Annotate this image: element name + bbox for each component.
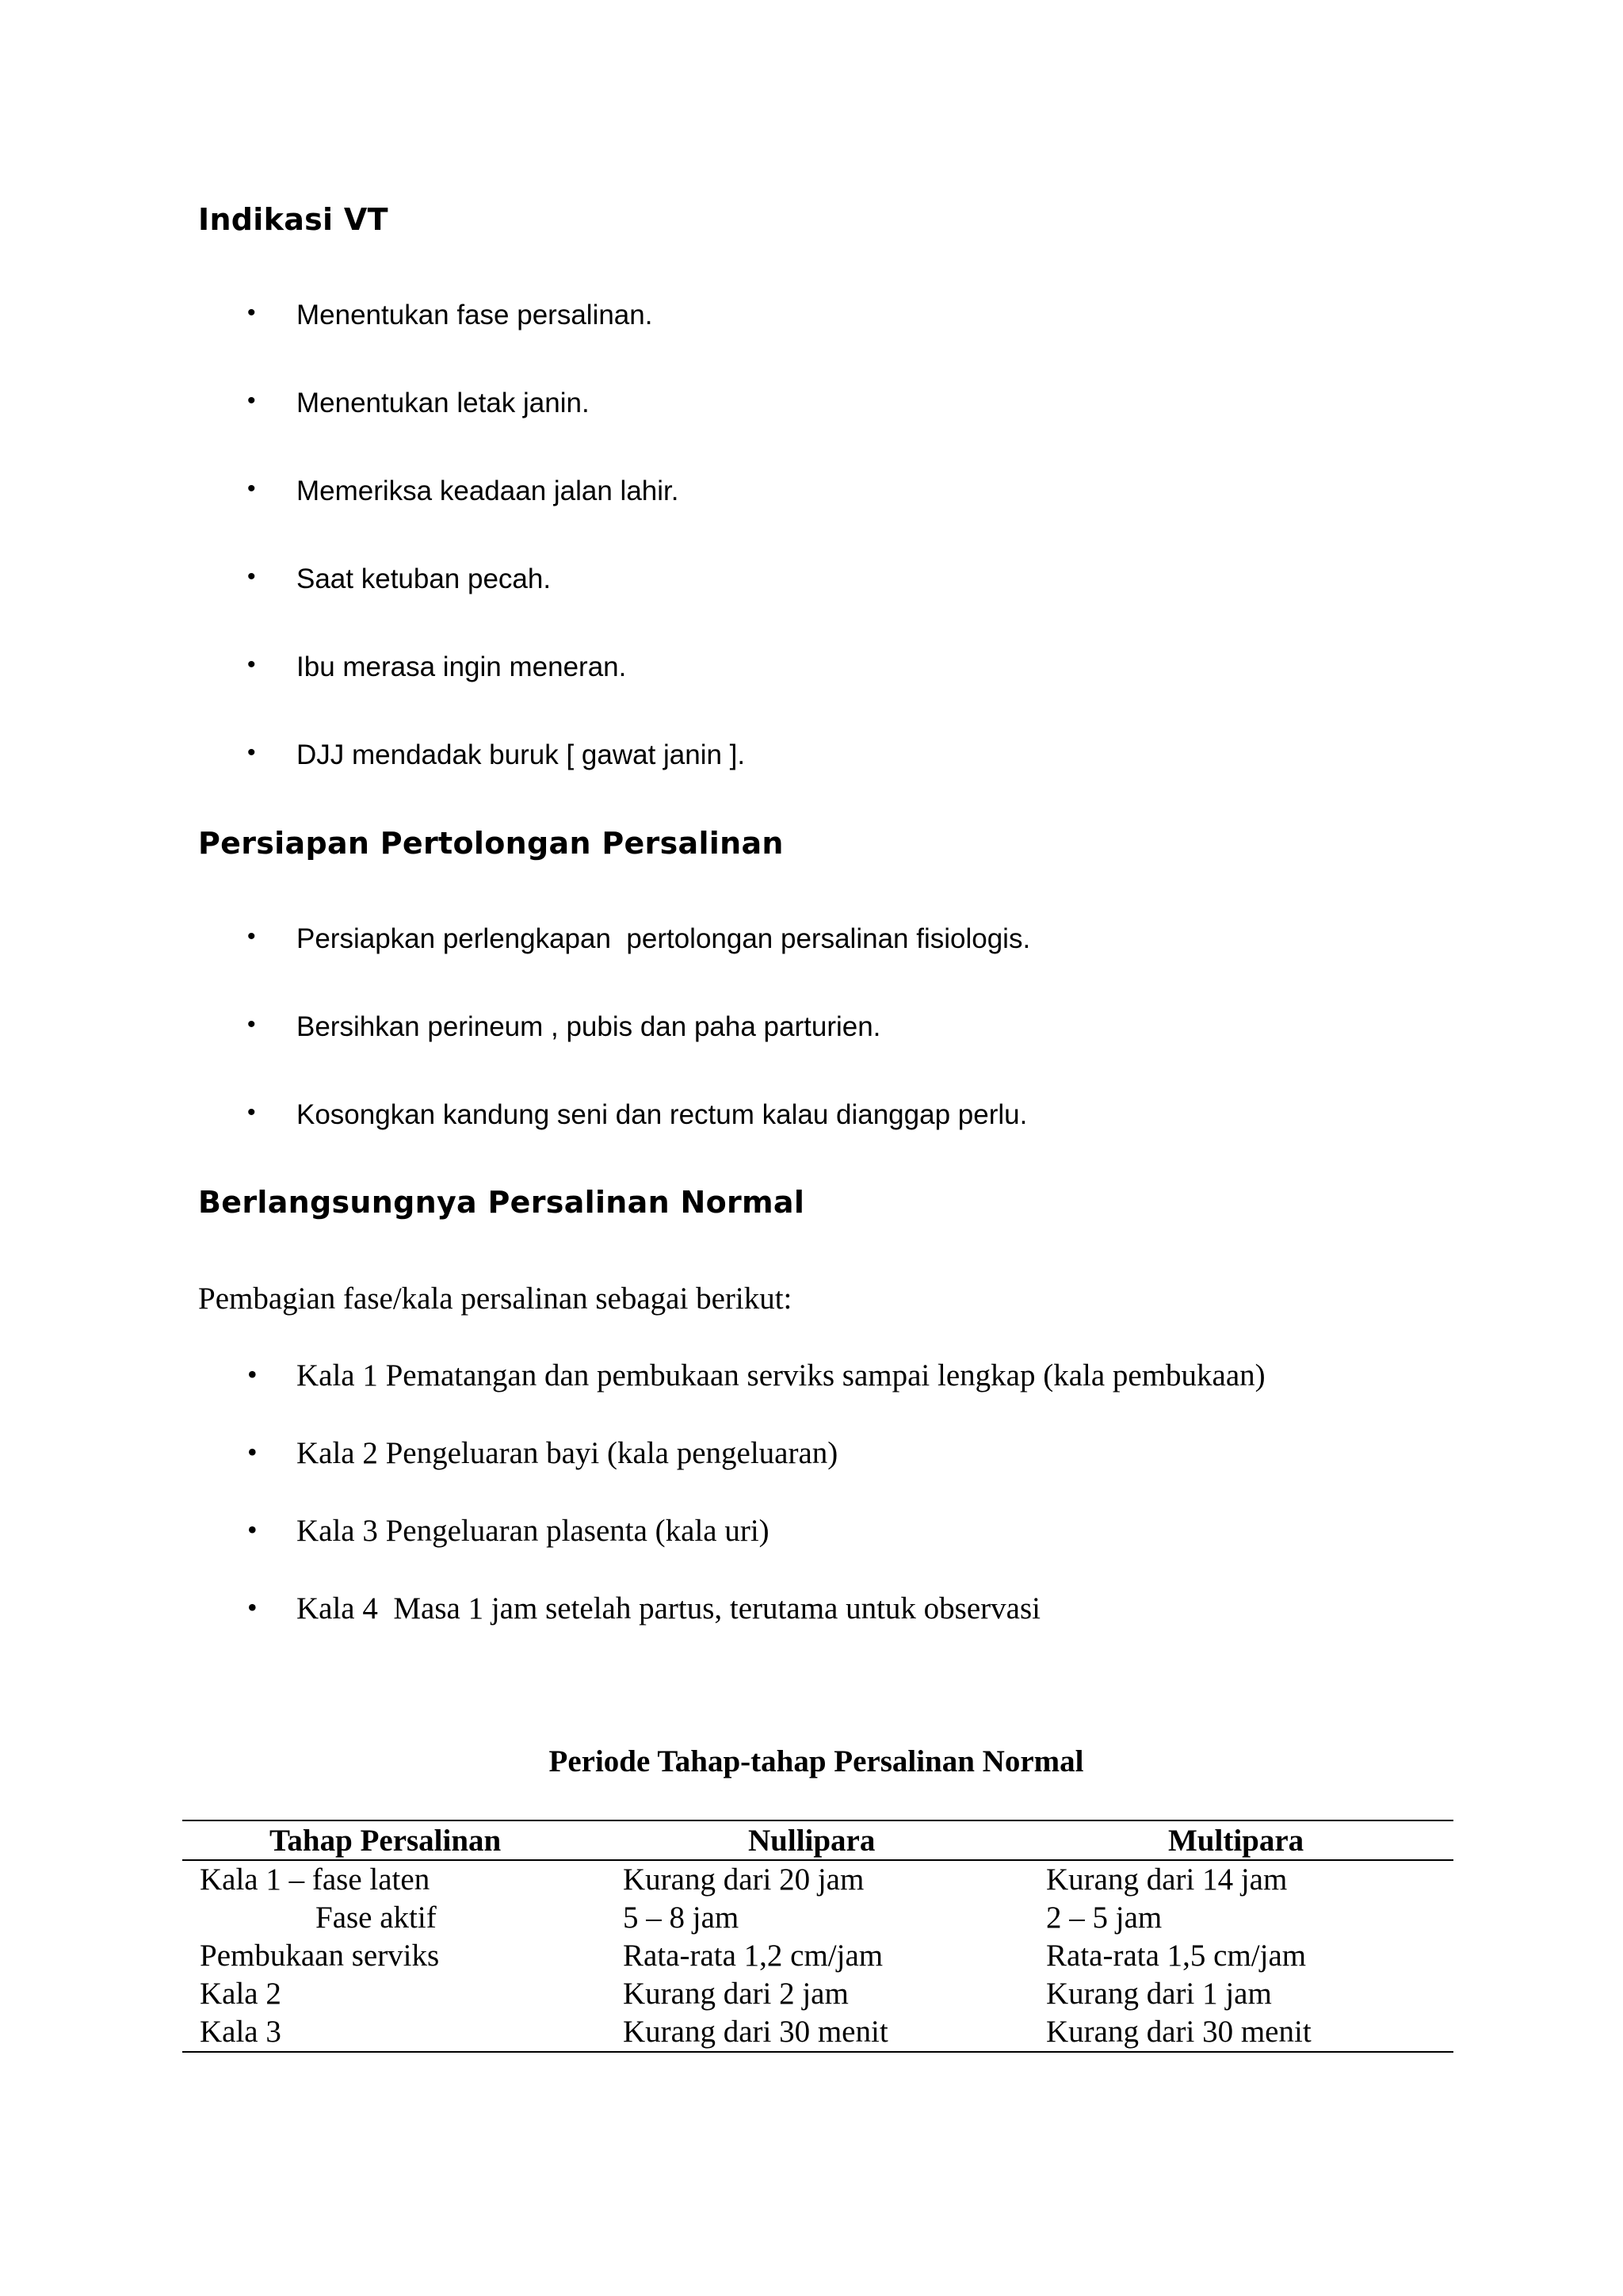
table-cell: Kala 3 [200,2015,281,2049]
bullet-icon: • [247,1099,256,1125]
table-header-nullipara: Nullipara [748,1824,876,1858]
table-cell: Kala 2 [200,1977,281,2011]
bullet-icon: • [247,476,256,502]
table-cell: 2 – 5 jam [1046,1901,1163,1935]
table-cell: Kurang dari 30 menit [623,2015,888,2049]
bullet-icon: • [247,1011,256,1037]
table-cell: Pembukaan serviks [200,1939,440,1973]
table-cell: Kurang dari 1 jam [1046,1977,1272,2011]
bullet-icon: • [247,1358,258,1390]
table-cell: Kurang dari 30 menit [1046,2015,1312,2049]
table-header-tahap: Tahap Persalinan [269,1824,502,1858]
section-heading-indikasi-vt: Indikasi VT [198,202,388,237]
table-cell: Fase aktif [315,1901,437,1935]
table-title: Periode Tahap-tahap Persalinan Normal [548,1744,1084,1778]
table-top-rule [182,1820,1453,1821]
table-cell: Kurang dari 2 jam [623,1977,849,2011]
bullet-icon: • [247,563,256,590]
table-cell: Kala 1 – fase laten [200,1862,430,1897]
bullet-icon: • [247,1436,258,1468]
table-bottom-rule [182,2051,1453,2053]
section-heading-persiapan: Persiapan Pertolongan Persalinan [198,826,784,861]
document-page: Indikasi VT • Menentukan fase persalinan. • Menentukan letak janin. • Memeriksa keadaan jalan lahir. • Saat ketuban pecah. • Ibu merasa ingin meneran. • DJJ mendadak buruk [ gawat janin ]. Persiapan Pertolongan Persalinan • Persiapkan perlengkapan pertolongan persalinan fisiologis. • Bersihkan perineum , pubis dan paha parturien. • Kosongkan kandung seni dan rectum kalau dianggap perlu. Berlangsungnya Persalinan Normal Pembagian fase/kala persalinan sebagai berikut: • Kala 1 Pematangan dan pembukaan serviks sampai lengkap (kala pembukaan) • Kala 2 Pengeluaran bayi (kala pengeluaran) • Kala 3 Pengeluaran plasenta (kala uri) • Kala 4 Masa 1 jam setelah partus, terutama untuk observasi Periode Tahap-tahap Persalinan Normal Tahap Persalinan Nullipara Multipara Kala 1 – fase laten Kurang dari 20 jam Kurang dari 14 jam Fase aktif 5 – 8 jam 2 – 5 jam Pembukaan serviks Rata-rata 1,2 cm/jam Rata-rata 1,5 cm/jam Kala 2 Kurang dari 2 jam Kurang dari 1 jam Kala 3 Kurang dari 30 menit Kurang dari 30 menit [0,0,1623,2296]
section-heading-berlangsungnya: Berlangsungnya Persalinan Normal [198,1185,805,1220]
intro-paragraph: Pembagian fase/kala persalinan sebagai berikut: [198,1282,792,1316]
table-cell: Kurang dari 14 jam [1046,1862,1288,1897]
bullet-icon: • [247,300,256,326]
bullet-icon: • [247,1514,258,1545]
bullet-icon: • [247,739,256,766]
bullet-icon: • [247,388,256,414]
table-cell: Rata-rata 1,2 cm/jam [623,1939,884,1973]
table-cell: Rata-rata 1,5 cm/jam [1046,1939,1307,1973]
bullet-icon: • [247,651,256,678]
table-header-rule [182,1859,1453,1861]
bullet-icon: • [247,1591,258,1623]
table-cell: Kurang dari 20 jam [623,1862,865,1897]
table-header-multipara: Multipara [1168,1824,1304,1858]
table-cell: 5 – 8 jam [623,1901,739,1935]
bullet-icon: • [247,923,256,949]
